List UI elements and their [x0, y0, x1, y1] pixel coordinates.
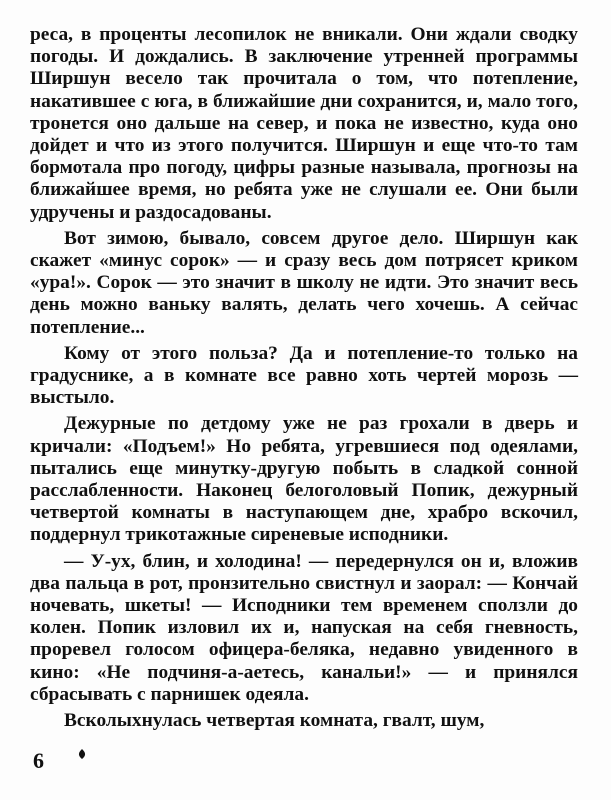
paragraph-6: Всколыхнулась четвертая комната, гвалт, шум, [64, 710, 485, 732]
ornament-icon [76, 748, 88, 760]
body-text [30, 24, 578, 736]
paragraph-1: реса, в проценты лесопилок не вникали. Они ждали сводку погоды. И дождались. В заключение утренней программы Ширшун весело так прочитала о том, что потепление, накатившее с юга, в ближайшие дни сохранится, и, мало того, тронется оно дальше на север, и пока не известно, куда оно дойдет и что из этого получится. Ширшун и еще что-то там бормотала про погоду, цифры разные называла, прогнозы на ближайшее время, но ребята уже не слушали ее. Они были удручены и раздосадованы. [30, 24, 578, 223]
page-number: 6 [33, 748, 44, 773]
paragraph-4: Дежурные по детдому уже не раз грохали в дверь и кричали: «Подъем!» Но ребята, угревшиеся под одеялами, пытались еще минутку-другую побыть в сладкой сонной расслабленности. Наконец белоголовый Попик, дежурный четвертой комнаты в наступающем дне, храбро вскочил, поддернул трикотажные сиреневые исподники. [30, 413, 578, 546]
paragraph-2: Вот зимою, бывало, совсем другое дело. Ширшун как скажет «минус сорок» — и сразу весь дом потрясет криком «ура!». Сорок — это значит в школу не идти. Это значит весь день можно ваньку валять, делать чего хочешь. А сейчас потепление... [30, 227, 578, 338]
paragraph-5: — У-ух, блин, и холодина! — передернулся он и, вложив два пальца в рот, пронзительно свистнул и заорал: — Кончай ночевать, шкеты! — Исподники тем временем сползли до колен. Попик изловил их и, напуская на себя гневность, проревел голосом офицера-беляка, недавно увиденного в кино: «Не подчиня-а-аетесь, канальи!» — и принялся сбрасывать с парнишек одеяла. [30, 550, 578, 705]
paragraph-3: Кому от этого польза? Да и потепление-то только на градуснике, а в комнате все равно хоть чертей морозь — выстыло. [30, 342, 578, 409]
